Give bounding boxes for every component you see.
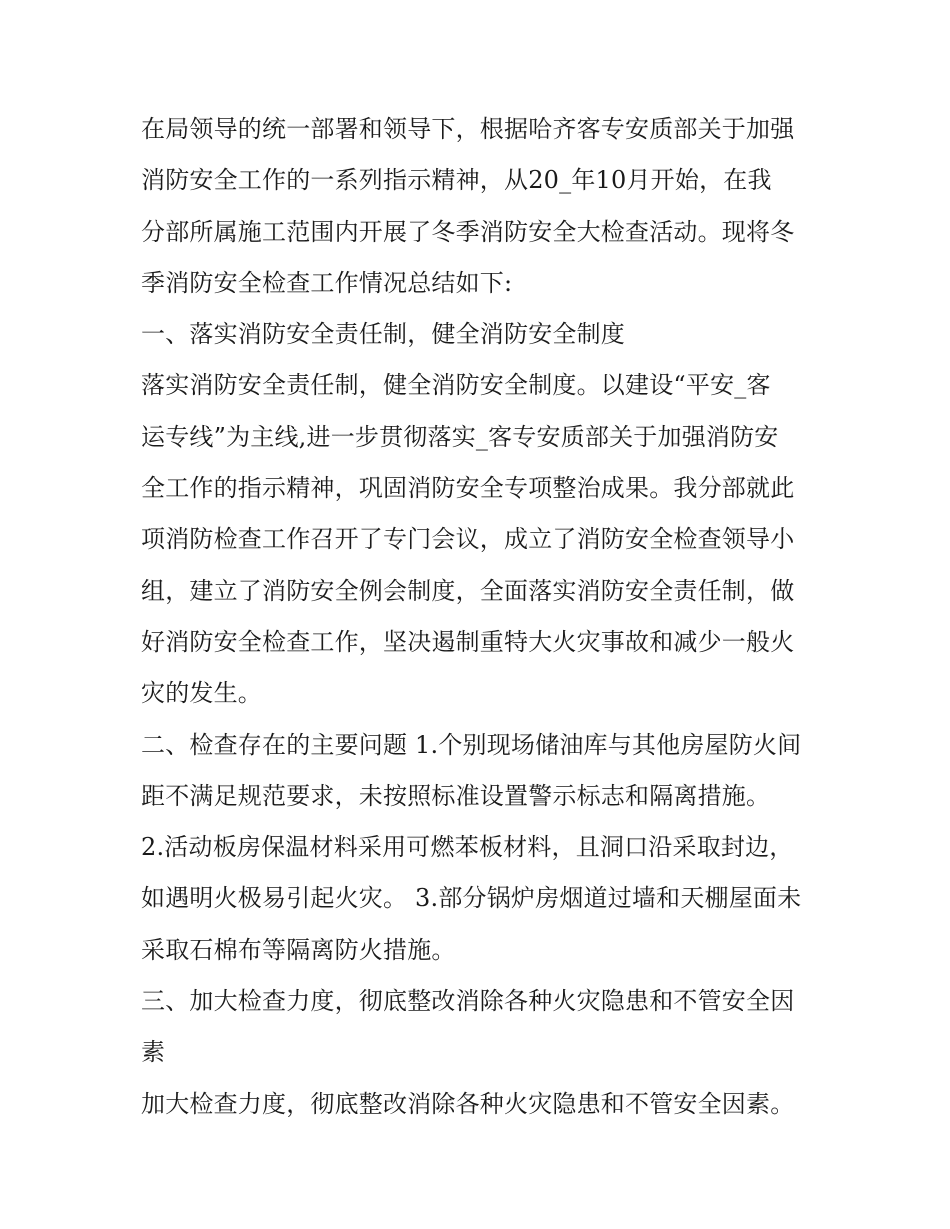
text-line-12: 灾的发生。 <box>141 679 262 708</box>
text-line-2: 消防安全工作的一系列指示精神，从20_年10月开始，在我 <box>141 166 772 195</box>
text-line-8: 全工作的指示精神，巩固消防安全专项整治成果。我分部就此 <box>141 474 795 503</box>
text-line-10: 组，建立了消防安全例会制度，全面落实消防安全责任制，做 <box>141 576 795 605</box>
text-line-17: 采取石棉布等隔离防火措施。 <box>141 935 456 964</box>
section-heading-3: 三、加大检查力度，彻底整改消除各种火灾隐患和不管安全因 <box>141 987 795 1016</box>
text-line-11: 好消防安全检查工作，坚决遏制重特大火灾事故和减少一般火 <box>141 627 795 656</box>
text-line-4: 季消防安全检查工作情况总结如下: <box>141 268 513 297</box>
text-line-1: 在局领导的统一部署和领导下，根据哈齐客专安质部关于加强 <box>141 115 795 143</box>
text-line-9: 项消防检查工作召开了专门会议，成立了消防安全检查领导小 <box>141 525 795 554</box>
text-line-3: 分部所属施工范围内开展了冬季消防安全大检查活动。现将冬 <box>141 217 795 246</box>
text-line-20: 加大检查力度，彻底整改消除各种火灾隐患和不管安全因素。 <box>141 1089 795 1118</box>
document-body <box>141 104 813 1130</box>
text-line-15: 2.活动板房保温材料采用可燃苯板材料，且洞口沿采取封边， <box>141 833 794 862</box>
text-line-14: 距不满足规范要求，未按照标准设置警示标志和隔离措施。 <box>141 781 771 810</box>
text-line-16: 如遇明火极易引起火灾。 3.部分锅炉房烟道过墙和天棚屋面未 <box>141 884 802 913</box>
text-line-6: 落实消防安全责任制，健全消防安全制度。以建设“平安_客 <box>141 371 771 400</box>
section-heading-2: 二、检查存在的主要问题 1.个别现场储油库与其他房屋防火间 <box>141 730 802 759</box>
text-line-7: 运专线”为主线,进一步贯彻落实_客专安质部关于加强消防安 <box>141 422 779 451</box>
section-heading-3-cont: 素 <box>141 1038 166 1067</box>
section-heading-1: 一、落实消防安全责任制，健全消防安全制度 <box>141 320 625 349</box>
